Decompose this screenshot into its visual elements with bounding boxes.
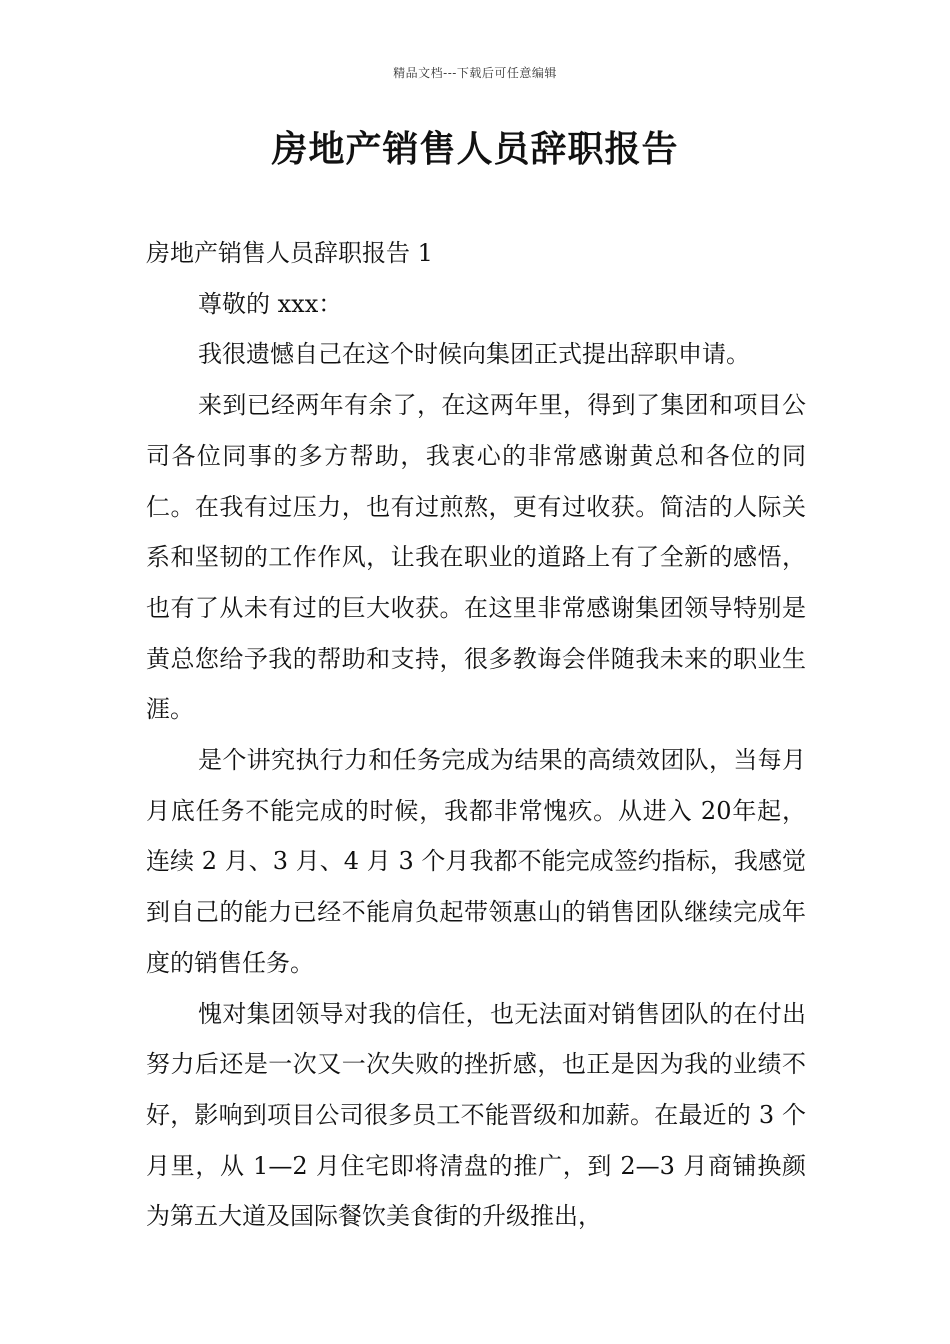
header-note: 精品文档---下载后可任意编辑 — [393, 66, 557, 80]
paragraph-2: 来到已经两年有余了，在这两年里，得到了集团和项目公司各位同事的多方帮助，我衷心的非常感谢黄总和各位的同仁。在我有过压力，也有过煎熬，更有过收获。简洁的人际关系和坚韧的工作作风，让我在职业的道路上有了全新的感悟，也有了从未有过的巨大收获。在这里非常感谢集团领导特别是黄总您给予我的帮助和支持，很多教诲会伴随我未来的职业生涯。 — [146, 391, 806, 724]
section-subtitle: 房地产销售人员辞职报告 1 — [146, 239, 433, 267]
document-title: 房地产销售人员辞职报告 — [271, 129, 679, 170]
paragraph-1: 我很遗憾自己在这个时候向集团正式提出辞职申请。 — [198, 340, 750, 369]
salutation: 尊敬的 xxx： — [198, 289, 343, 318]
document-body — [146, 228, 806, 1242]
paragraph-4: 愧对集团领导对我的信任，也无法面对销售团队的在付出努力后还是一次又一次失败的挫折感，也正是因为我的业绩不好，影响到项目公司很多员工不能晋级和加薪。在最近的 3 个月里，从 1—2 月住宅即将清盘的推广，到 2—3 月商铺换颜为第五大道及国际餐饮美食街的升级推出， — [146, 999, 806, 1231]
paragraph-3: 是个讲究执行力和任务完成为结果的高绩效团队，当每月月底任务不能完成的时候，我都非常愧疚。从进入 20年起，连续 2 月、3 月、4 月 3 个月我都不能完成签约指标，我感觉到自己的能力已经不能肩负起带领惠山的销售团队继续完成年度的销售任务。 — [146, 746, 806, 977]
